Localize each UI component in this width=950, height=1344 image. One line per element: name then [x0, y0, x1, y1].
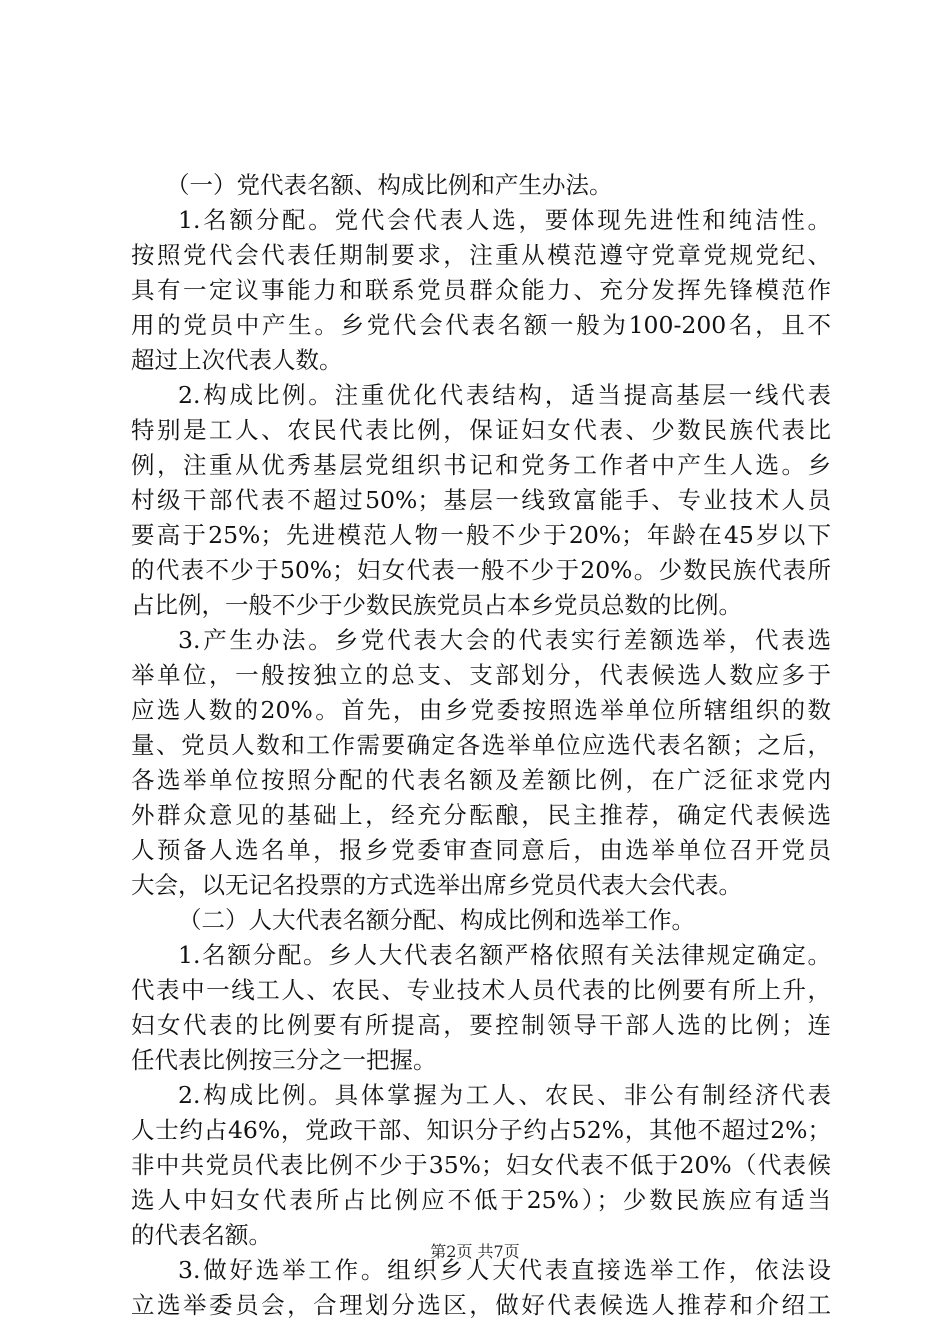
- paragraph-line: 人士约占46%，党政干部、知识分子约占52%，其他不超过2%；: [131, 1116, 831, 1144]
- paragraph-line: 用的党员中产生。乡党代会代表名额一般为100-200名，且不: [131, 311, 831, 339]
- paragraph-line: 具有一定议事能力和联系党员群众能力、充分发挥先锋模范作: [131, 276, 831, 304]
- paragraph-line: 妇女代表的比例要有所提高，要控制领导干部人选的比例；连: [131, 1011, 831, 1039]
- document-body: [131, 168, 831, 1323]
- paragraph-line: 的代表名额。: [131, 1221, 272, 1249]
- paragraph-line: 占比例，一般不少于少数民族党员占本乡党员总数的比例。: [131, 591, 742, 619]
- paragraph-line: 的代表不少于50%；妇女代表一般不少于20%。少数民族代表所: [131, 556, 831, 584]
- paragraph-line: 3.产生办法。乡党代表大会的代表实行差额选举，代表选: [178, 626, 831, 654]
- paragraph-line: 外群众意见的基础上，经充分酝酿，民主推荐，确定代表候选: [131, 801, 831, 829]
- section-heading-1: （一）党代表名额、构成比例和产生办法。: [166, 171, 613, 199]
- paragraph-line: 2.构成比例。具体掌握为工人、农民、非公有制经济代表: [178, 1081, 831, 1109]
- paragraph-line: 1.名额分配。乡人大代表名额严格依照有关法律规定确定。: [178, 941, 831, 969]
- paragraph-line: 选人中妇女代表所占比例应不低于25%）；少数民族应有适当: [131, 1186, 831, 1214]
- section-heading-2: （二）人大代表名额分配、构成比例和选举工作。: [178, 906, 695, 934]
- paragraph-line: 举单位，一般按独立的总支、支部划分，代表候选人数应多于: [131, 661, 831, 689]
- paragraph-line: 村级干部代表不超过50%；基层一线致富能手、专业技术人员: [131, 486, 831, 514]
- paragraph-line: 各选举单位按照分配的代表名额及差额比例，在广泛征求党内: [131, 766, 831, 794]
- paragraph-line: 要高于25%；先进模范人物一般不少于20%；年龄在45岁以下: [131, 521, 831, 549]
- paragraph-line: 立选举委员会，合理划分选区，做好代表候选人推荐和介绍工: [131, 1291, 831, 1319]
- page-footer: 第2页 共7页: [430, 1242, 520, 1261]
- paragraph-line: 3.做好选举工作。组织乡人大代表直接选举工作，依法设: [178, 1256, 831, 1284]
- paragraph-line: 大会，以无记名投票的方式选举出席乡党员代表大会代表。: [131, 871, 742, 899]
- paragraph-line: 非中共党员代表比例不少于35%；妇女代表不低于20%（代表候: [131, 1151, 831, 1179]
- paragraph-line: 2.构成比例。注重优化代表结构，适当提高基层一线代表: [178, 381, 831, 409]
- paragraph-line: 例，注重从优秀基层党组织书记和党务工作者中产生人选。乡: [131, 451, 831, 479]
- paragraph-line: 任代表比例按三分之一把握。: [131, 1046, 437, 1074]
- paragraph-line: 按照党代会代表任期制要求，注重从模范遵守党章党规党纪、: [131, 241, 831, 269]
- paragraph-line: 人预备人选名单，报乡党委审查同意后，由选举单位召开党员: [131, 836, 831, 864]
- paragraph-line: 1.名额分配。党代会代表人选，要体现先进性和纯洁性。: [178, 206, 831, 234]
- paragraph-line: 代表中一线工人、农民、专业技术人员代表的比例要有所上升，: [131, 976, 831, 1004]
- paragraph-line: 量、党员人数和工作需要确定各选举单位应选代表名额；之后，: [131, 731, 831, 759]
- paragraph-line: 超过上次代表人数。: [131, 346, 343, 374]
- paragraph-line: 应选人数的20%。首先，由乡党委按照选举单位所辖组织的数: [131, 696, 831, 724]
- paragraph-line: 特别是工人、农民代表比例，保证妇女代表、少数民族代表比: [131, 416, 831, 444]
